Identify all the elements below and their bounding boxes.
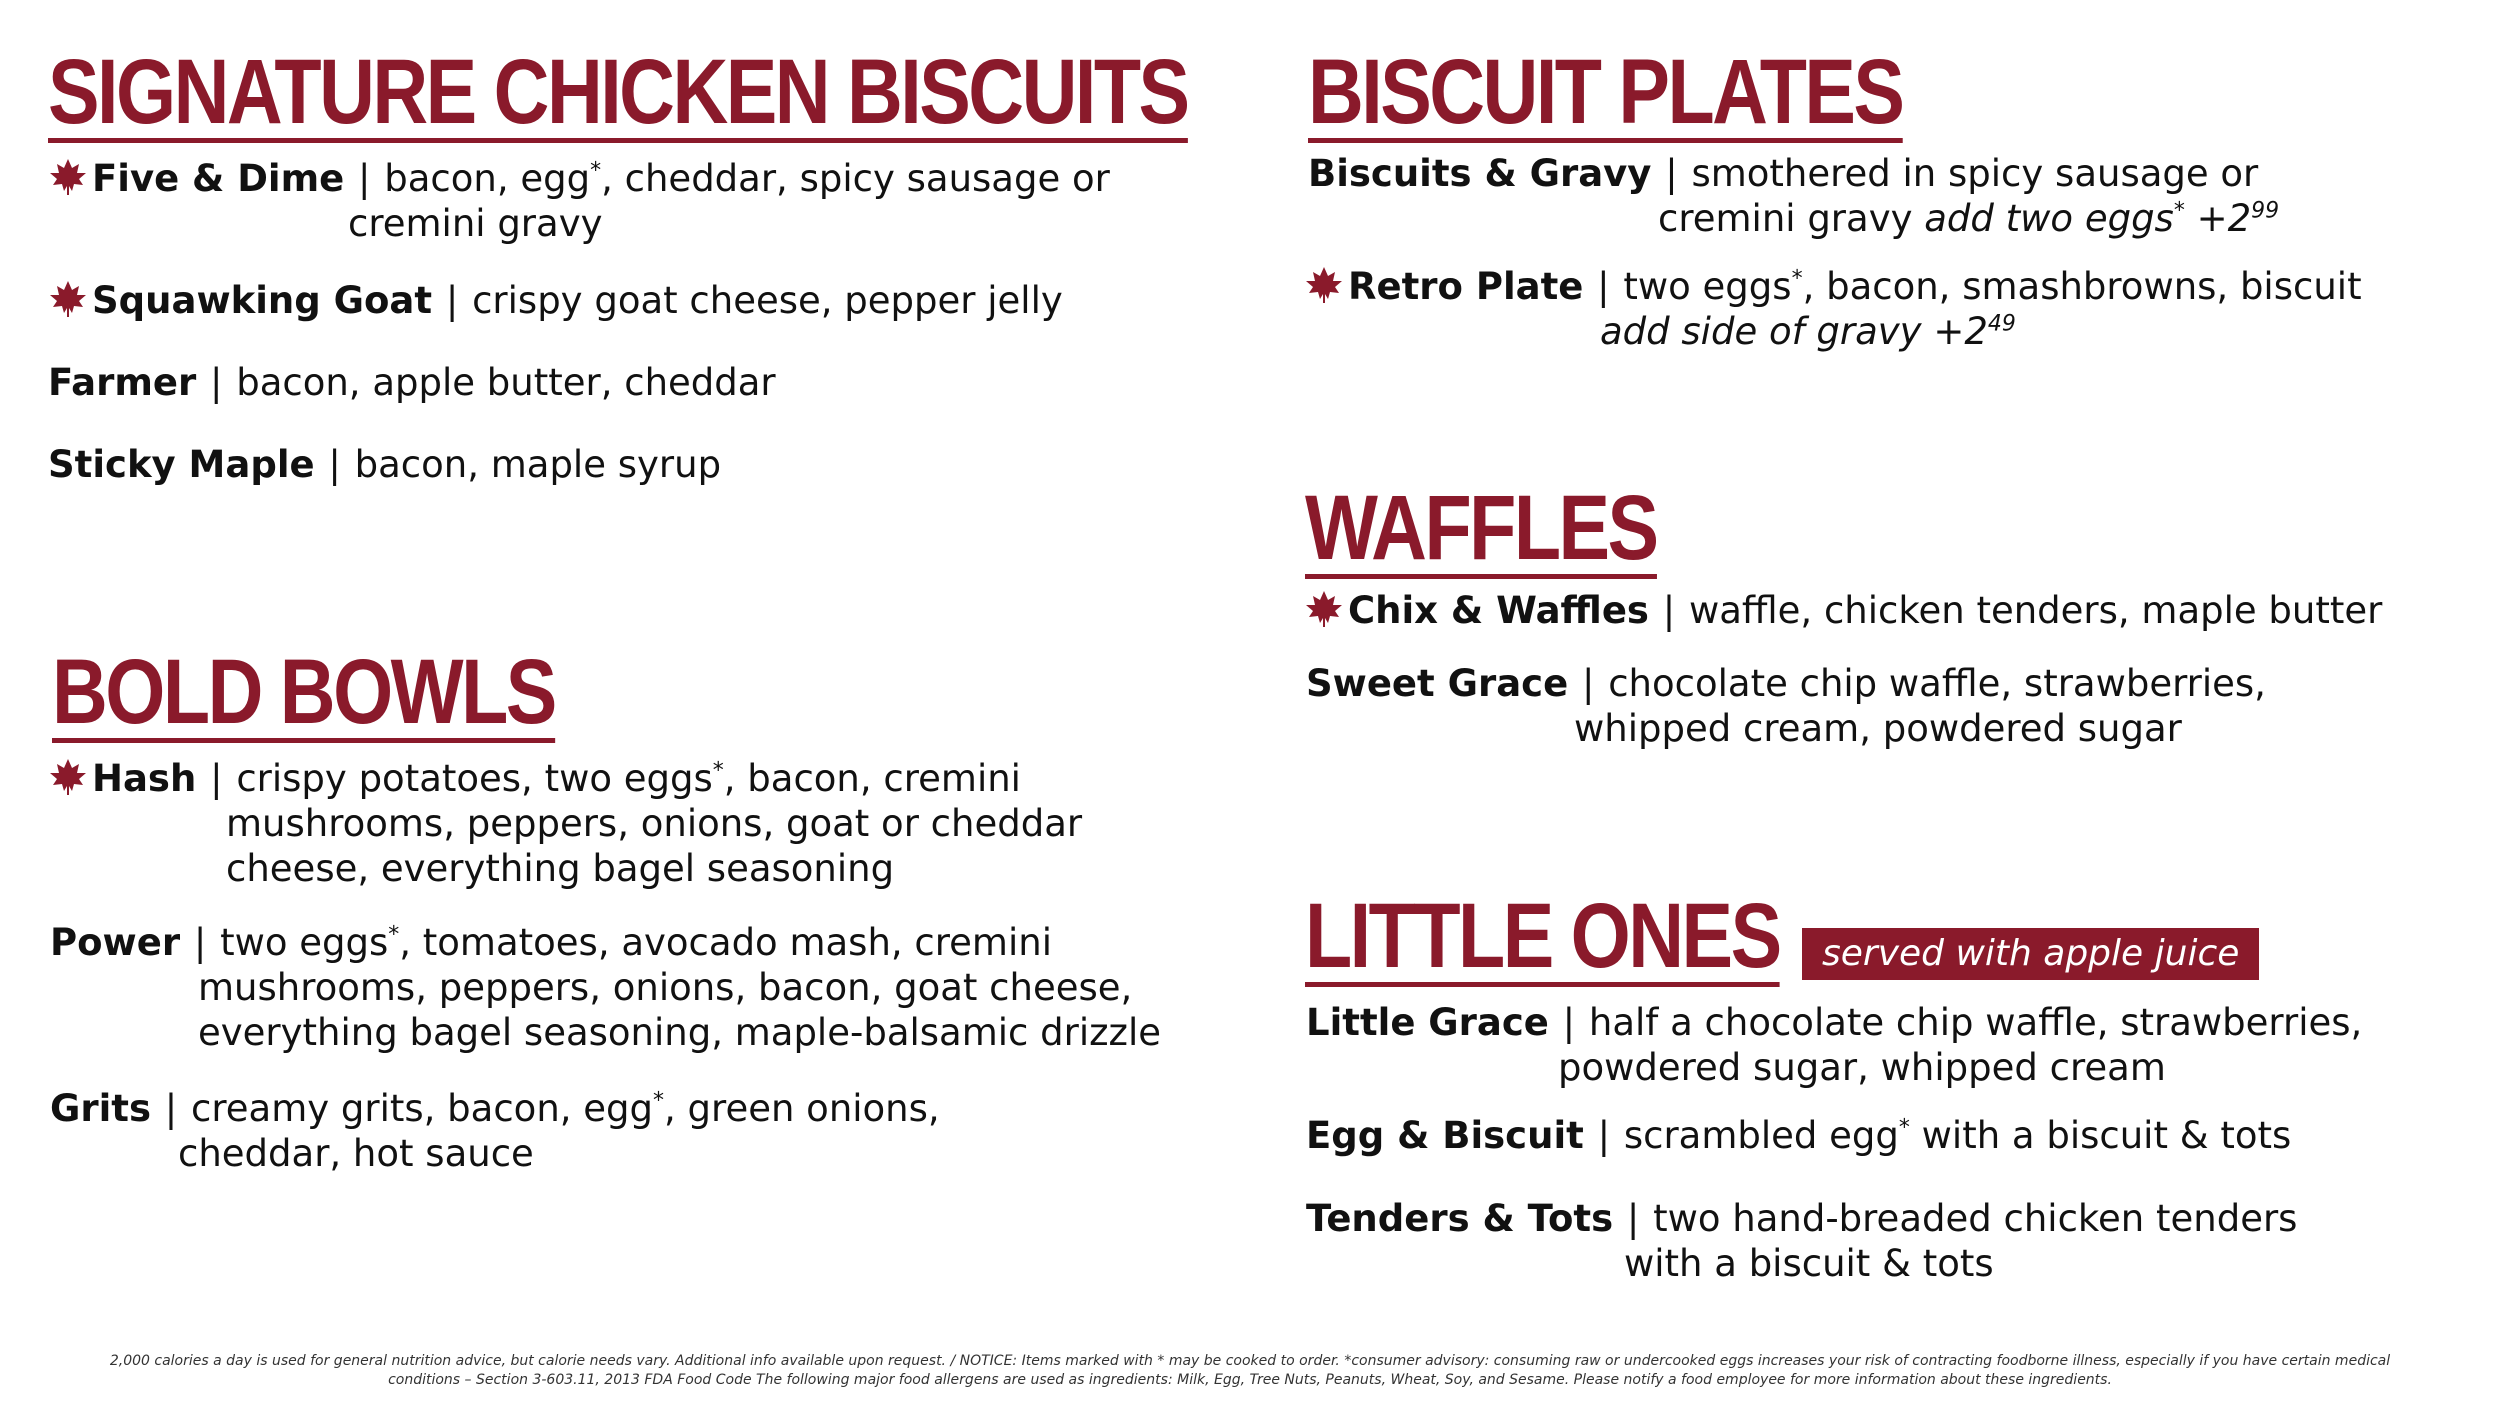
item-name: Egg & Biscuit — [1306, 1114, 1584, 1157]
item-description: scrambled egg — [1623, 1114, 1899, 1157]
served-with-apple-juice-badge: served with apple juice — [1802, 928, 2259, 980]
item-name: Sticky Maple — [48, 443, 315, 486]
item-separator: | — [1665, 152, 1678, 195]
item-description-rest: with a biscuit & tots — [1909, 1114, 2292, 1157]
item-description: bacon, maple syrup — [354, 443, 722, 486]
item-name: Little Grace — [1306, 1001, 1549, 1044]
item-description-continued: everything bagel seasoning, maple-balsamic drizzle — [198, 1011, 1162, 1054]
maple-leaf-icon — [48, 757, 88, 797]
menu-item-power — [50, 920, 1161, 1055]
item-description: two eggs — [220, 921, 389, 964]
item-description-rest: , tomatoes, avocado mash, cremini — [399, 921, 1052, 964]
item-description: creamy grits, bacon, egg — [191, 1087, 654, 1130]
item-description-continued: cheese, everything bagel seasoning — [226, 847, 895, 890]
item-description-continued: with a biscuit & tots — [1624, 1242, 1994, 1285]
item-name: Sweet Grace — [1306, 662, 1569, 705]
menu-item-farmer — [48, 360, 776, 405]
item-name: Chix & Waffles — [1348, 589, 1649, 632]
biscuit-plates-heading: BISCUIT PLATES — [1308, 41, 1903, 143]
maple-leaf-icon — [1304, 589, 1344, 629]
item-description: two hand-breaded chicken tenders — [1653, 1197, 2298, 1240]
menu-item-five-and-dime — [48, 156, 1110, 246]
add-on-price-cents: 49 — [1987, 311, 2016, 337]
menu-item-tenders-and-tots — [1306, 1196, 2297, 1286]
waffles-heading: WAFFLES — [1305, 477, 1657, 579]
menu-item-sweet-grace — [1306, 661, 2266, 751]
item-name: Farmer — [48, 361, 197, 404]
item-separator: | — [193, 921, 207, 964]
item-separator: | — [1581, 662, 1595, 705]
item-description: smothered in spicy sausage or — [1691, 152, 2259, 195]
item-name: Retro Plate — [1348, 265, 1584, 308]
menu-item-sticky-maple — [48, 442, 721, 487]
item-description-rest: , bacon, cremini — [723, 757, 1021, 800]
menu-item-little-grace — [1306, 1000, 2362, 1090]
item-description-rest: , green onions, — [664, 1087, 940, 1130]
item-name: Biscuits & Gravy — [1308, 152, 1652, 195]
item-description-continued: cremini gravy — [348, 202, 603, 245]
cooked-to-order-mark: * — [1791, 266, 1803, 292]
add-on-price-cents: 99 — [2251, 198, 2280, 224]
item-separator: | — [328, 443, 341, 486]
item-description-rest: , cheddar, spicy sausage or — [601, 157, 1110, 200]
item-separator: | — [209, 361, 223, 404]
menu-item-biscuits-and-gravy — [1308, 151, 2279, 241]
item-description: two eggs — [1623, 265, 1792, 308]
menu-item-grits — [50, 1086, 940, 1176]
menu-item-hash — [48, 756, 1082, 891]
bold-bowls-heading: BOLD BOWLS — [52, 641, 555, 743]
item-description-continued: mushrooms, peppers, onions, bacon, goat cheese, — [198, 966, 1133, 1009]
disclaimer-line: conditions – Section 3-603.11, 2013 FDA Food Code The following major food allergens are used as ingredients: Milk, Egg, Tree Nuts, Peanuts, Wheat, Soy, and Sesame. Please notify a food employee for more information about these ingredients. — [388, 1372, 2112, 1388]
cooked-to-order-mark: * — [2173, 198, 2185, 224]
maple-leaf-icon — [1304, 265, 1344, 305]
item-description: crispy goat cheese, pepper jelly — [472, 279, 1063, 322]
item-description: chocolate chip waffle, strawberries, — [1608, 662, 2266, 705]
maple-leaf-icon — [48, 157, 88, 197]
add-on-note: add side of gravy — [1600, 310, 1922, 353]
disclaimer-line: 2,000 calories a day is used for general nutrition advice, but calorie needs vary. Additional info available upon request. / NOTICE: Items marked with * may be cooked to order. *consumer advisory: consuming raw or undercooked eggs increases your risk of contracting foodborne illness, especially if you have certain medical — [109, 1353, 2391, 1369]
menu-item-egg-and-biscuit — [1306, 1113, 2291, 1158]
item-name: Tenders & Tots — [1306, 1197, 1614, 1240]
add-on-price: +2 — [1933, 310, 1988, 353]
signature-chicken-biscuits-heading: SIGNATURE CHICKEN BISCUITS — [48, 41, 1188, 143]
item-separator: | — [1626, 1197, 1640, 1240]
add-on-price: +2 — [2196, 197, 2252, 240]
item-description: half a chocolate chip waffle, strawberries, — [1588, 1001, 2363, 1044]
item-description: waffle, chicken tenders, maple butter — [1688, 589, 2383, 632]
item-description: crispy potatoes, two eggs — [236, 757, 713, 800]
item-separator: | — [210, 757, 223, 800]
cooked-to-order-mark: * — [653, 1088, 665, 1114]
item-separator: | — [1662, 589, 1676, 632]
item-separator: | — [358, 157, 371, 200]
item-description: bacon, apple butter, cheddar — [236, 361, 776, 404]
nutrition-disclaimer — [60, 1352, 2440, 1390]
cooked-to-order-mark: * — [1898, 1115, 1910, 1141]
item-description-continued: powdered sugar, whipped cream — [1558, 1046, 2166, 1089]
item-name: Hash — [92, 757, 197, 800]
item-name: Grits — [50, 1087, 152, 1130]
menu-item-chix-and-waffles — [1304, 588, 2382, 633]
item-separator: | — [1597, 265, 1610, 308]
item-separator: | — [164, 1087, 178, 1130]
item-description: bacon, egg — [384, 157, 591, 200]
menu-item-retro-plate — [1304, 264, 2362, 354]
item-separator: | — [1562, 1001, 1576, 1044]
item-description-text: cremini gravy — [1658, 197, 1913, 240]
item-description-continued — [1304, 309, 2362, 354]
maple-leaf-icon — [48, 279, 88, 319]
cooked-to-order-mark: * — [712, 758, 724, 784]
item-description-continued — [1308, 196, 2279, 241]
item-separator: | — [445, 279, 459, 322]
cooked-to-order-mark: * — [388, 922, 400, 948]
menu-item-squawking-goat — [48, 278, 1063, 323]
item-name: Power — [50, 921, 181, 964]
item-description-rest: , bacon, smashbrowns, biscuit — [1802, 265, 2362, 308]
cooked-to-order-mark: * — [590, 158, 602, 184]
little-ones-heading: LITTLE ONES — [1305, 885, 1780, 987]
item-name: Five & Dime — [92, 157, 345, 200]
item-name: Squawking Goat — [92, 279, 433, 322]
item-description-continued: whipped cream, powdered sugar — [1574, 707, 2182, 750]
item-description-continued: mushrooms, peppers, onions, goat or cheddar — [226, 802, 1083, 845]
add-on-note: add two eggs — [1924, 197, 2174, 240]
item-description-continued: cheddar, hot sauce — [178, 1132, 534, 1175]
item-separator: | — [1597, 1114, 1611, 1157]
